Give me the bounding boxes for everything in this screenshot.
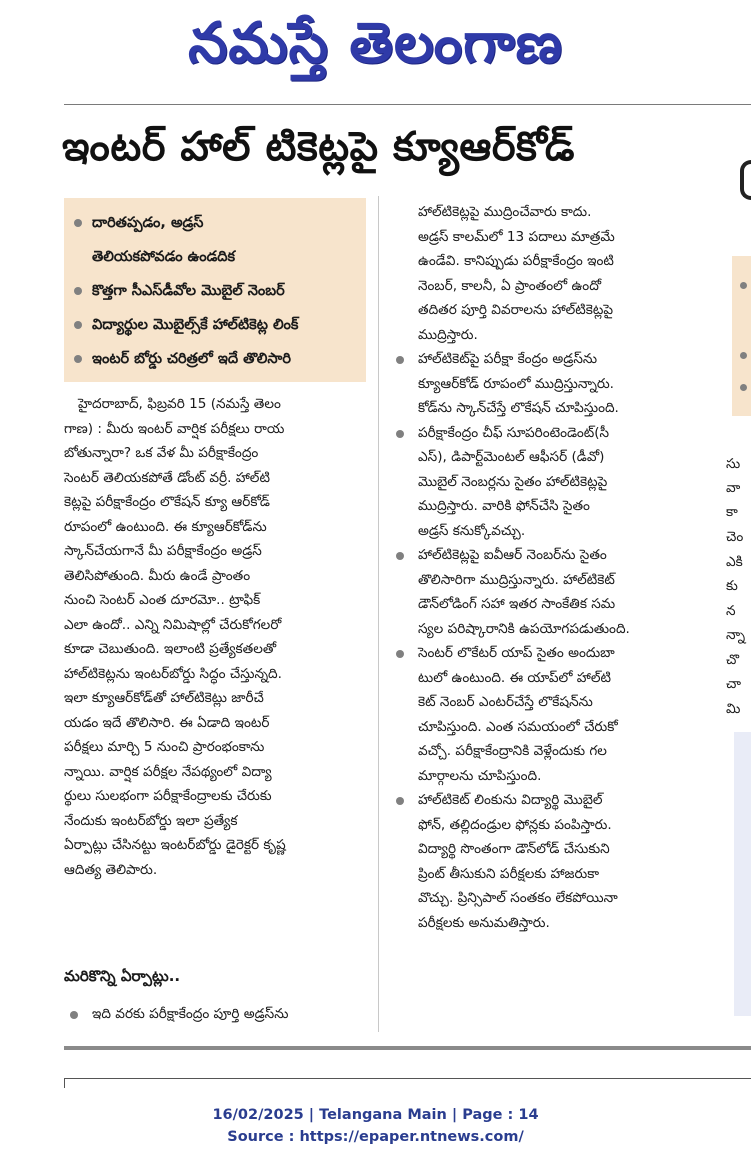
masthead: [0, 0, 751, 100]
bullet-icon: [396, 430, 404, 438]
body-line: [390, 715, 694, 740]
bullet-icon: [74, 287, 82, 295]
body-line: [390, 739, 694, 764]
bullet-icon: [396, 797, 404, 805]
bullet-text: హాల్‌టికెట్లపై ఐవీఆర్ నెంబర్‌ను సైతం: [418, 547, 607, 563]
adjacent-article-clip: [726, 256, 751, 1056]
body-line: [390, 837, 694, 862]
bottom-divider-tick: [64, 1078, 65, 1088]
body-line: [390, 470, 694, 495]
bullet-text: అడ్రస్ కనుక్కోవచ్చు.: [418, 522, 526, 539]
bullet-text: టులో ఉంటుంది. ఈ యాప్‌లో హాల్‌టి: [418, 669, 611, 686]
body-line: కూడా చెబుతుంది. ఇలాంటి ప్రత్యేకతలతో: [64, 641, 277, 657]
bullet-text: కోడ్‌ను స్కాన్‌చేస్తే లొకేషన్ చూపిస్తుంది.: [418, 400, 619, 416]
bullet-icon: [740, 282, 747, 289]
bullet-item: [390, 421, 694, 446]
adjacent-text-fragment: కా: [726, 504, 738, 520]
body-line: [390, 911, 694, 936]
body-line: [390, 568, 694, 593]
bullet-item: [390, 788, 694, 813]
bullet-text: ఫోన్, తల్లిదండ్రుల ఫోన్లకు పంపిస్తారు.: [418, 816, 612, 833]
bullet-text: చూపిస్తుంది. ఎంత సమయంలో చేరుకో: [418, 718, 618, 735]
highlight-item: [70, 274, 360, 308]
bullet-icon: [74, 321, 82, 329]
bullet-text: హాల్‌టికెట్‌పై పరీక్షా కేంద్రం అడ్రస్‌ను: [418, 351, 598, 367]
bullet-text: మొబైల్ నెంబర్లను సైతం హాల్‌టికెట్లపై: [418, 473, 608, 490]
bullet-icon: [74, 219, 82, 227]
body-line: గాణ) : మీరు ఇంటర్ వార్షిక పరీక్షలు రాయ: [64, 420, 285, 437]
body-line: ఏర్పాట్లు చేసినట్టు ఇంటర్‌బోర్డు డైరెక్టర్ కృష్ణ: [64, 837, 286, 853]
body-line: నెంబర్, కాలనీ, ఏ ప్రాంతంలో ఉందో: [418, 277, 602, 294]
adjacent-text-fragment: కు: [726, 578, 738, 594]
body-line: ర్థులు సులభంగా పరీక్షాకేంద్రాలకు చేరుకు: [64, 788, 272, 804]
body-line: బోతున్నారా? ఒక వేళ మీ పరీక్షాకేంద్రం: [64, 445, 259, 461]
bullet-text: తొలిసారిగా ముద్రిస్తున్నారు. హాల్‌టికెట్: [418, 571, 615, 588]
body-line: [390, 690, 694, 715]
body-line: అడ్రస్ కాలమ్‌లో 13 పదాలు మాత్రమే: [418, 228, 615, 245]
highlight-item: [70, 342, 360, 376]
body-line: ఆదిత్య తెలిపారు.: [64, 861, 158, 878]
body-line: [390, 886, 694, 911]
bottom-divider-thick: [64, 1046, 751, 1050]
bullet-item: [390, 641, 694, 666]
body-line: పరీక్షలు మార్చి 5 నుంచి ప్రారంభంకాను: [64, 739, 265, 755]
bullet-text: వొచ్చు. ప్రిన్సిపాల్ సంతకం లేకపోయినా: [418, 890, 618, 906]
body-line: ఉండేవి. కానిప్పుడు పరీక్షాకేంద్రం ఇంటి: [418, 253, 614, 269]
body-line: కెట్లపై పరీక్షాకేంద్రం లొకేషన్ క్యూ ఆర్‌కోడ్: [64, 494, 270, 510]
column-divider: [378, 196, 379, 1032]
highlight-text: దారితప్పడం, అడ్రస్: [92, 215, 204, 231]
bullet-icon: [396, 356, 404, 364]
adjacent-text-fragment: న: [726, 603, 736, 619]
article-body-right: [390, 200, 694, 935]
newspaper-logo: నమస్తే తెలంగాణ: [188, 10, 563, 76]
bullet-text: ముద్రిస్తారు. వారికి ఫోన్‌చేసి సైతం: [418, 498, 590, 514]
body-line: స్కాన్‌చేయగానే మీ పరీక్షాకేంద్రం అడ్రస్: [64, 543, 262, 559]
body-line: హాల్‌టికెట్లను ఇంటర్‌బోర్డు సిద్ధం చేస్తున్నది.: [64, 665, 282, 682]
adjacent-text-fragment: మి: [726, 701, 741, 717]
highlight-text: విద్యార్థుల మొబైల్స్‌కే హాల్‌టికెట్ల లింక్: [92, 317, 299, 333]
body-line: [390, 764, 694, 789]
highlight-text: ఇంటర్ బోర్డు చరిత్రలో ఇదే తొలిసారి: [92, 351, 291, 367]
body-line: [390, 666, 694, 691]
bullet-icon: [396, 650, 404, 658]
article-headline: ఇంటర్ హాల్ టికెట్లపై క్యూఆర్‌కోడ్: [62, 124, 575, 170]
bullet-text: ఎస్), డిపార్ట్‌మెంటల్ ఆఫీసర్ (డీవో): [418, 449, 605, 465]
highlight-text: కొత్తగా సీఎస్‌డీవోల మొబైల్ నెంబర్: [92, 283, 285, 299]
bullet-text: వచ్చో. పరీక్షాకేంద్రానికి వెళ్లేందుకు గల: [418, 743, 607, 759]
bullet-icon: [740, 384, 747, 391]
adjacent-text-fragment: వా: [726, 480, 741, 496]
body-line: యడం ఇదే తొలిసారి. ఈ ఏడాది ఇంటర్: [64, 714, 270, 731]
adjacent-text-fragment: చొ: [726, 652, 740, 668]
adjacent-text-fragment: ఎకి: [726, 554, 743, 570]
bullet-text: ఇది వరకు పరీక్షాకేంద్రం పూర్తి అడ్రస్‌ను: [92, 1006, 289, 1022]
adjacent-text-fragment: చా: [726, 676, 741, 692]
body-line: [390, 396, 694, 421]
body-line: [390, 372, 694, 397]
bullet-icon: [70, 1011, 78, 1019]
article-body-left: [64, 392, 366, 882]
adjacent-info-box: [734, 732, 751, 1016]
body-line: తదితర పూర్తి వివరాలను హాల్‌టికెట్లపై: [418, 302, 614, 318]
bullet-text: విద్యార్థి సొంతంగా డౌన్‌లోడ్ చేసుకుని: [418, 841, 610, 857]
body-line: హాల్‌టికెట్లపై ముద్రించేవారు కాదు.: [418, 204, 592, 220]
bullet-item: [390, 543, 694, 568]
bullet-item: [390, 347, 694, 372]
bullet-text: స్యల పరిష్కారానికి ఉపయోగపడుతుంది.: [418, 620, 630, 637]
top-divider: [64, 104, 751, 105]
page-footer: [0, 1104, 751, 1148]
body-line: సెంటర్ తెలియకపోతే డోంట్ వర్రీ. హాల్‌టి: [64, 469, 270, 486]
bullet-icon: [740, 352, 747, 359]
adjacent-text-fragment: చెం: [726, 529, 744, 545]
body-line: తెలిసిపోతుంది. మీరు ఉండే ప్రాంతం: [64, 567, 251, 584]
body-line: ముద్రిస్తారు.: [418, 326, 478, 343]
article-subhead: మరికొన్ని ఏర్పాట్లు..: [64, 967, 181, 985]
body-line: [390, 445, 694, 470]
adjacent-text-fragment: సు: [726, 456, 741, 472]
body-line: ఎలా ఉందో.. ఎన్ని నిమిషాల్లో చేరుకోగలరో: [64, 616, 282, 633]
body-line: ఇలా క్యూఆర్‌కోడ్‌తో హాల్‌టికెట్లు జారీచే: [64, 690, 264, 706]
body-line: [390, 617, 694, 642]
bullet-text: కెట్ నెంబర్ ఎంటర్‌చేస్తే లొకేషన్‌ను: [418, 694, 593, 710]
bullet-text: సెంటర్ లొకేటర్ యాప్ సైతం అందుబా: [418, 645, 615, 661]
left-bullet-list: [64, 1002, 366, 1027]
body-line: హైదరాబాద్, ఫిబ్రవరి 15 (నమస్తే తెలం: [78, 396, 281, 412]
body-line: [390, 494, 694, 519]
bullet-text: పరీక్షలకు అనుమతిస్తారు.: [418, 914, 550, 931]
highlight-item: [70, 206, 360, 240]
bullet-item: [64, 1002, 366, 1027]
body-line: రూపంలో ఉంటుంది. ఈ క్యూఆర్‌కోడ్‌ను: [64, 518, 267, 535]
adjacent-article-fragment: [740, 160, 751, 200]
adjacent-text-fragment: న్నా: [726, 627, 746, 643]
adjacent-highlight-box: [732, 256, 751, 416]
highlight-item: [70, 308, 360, 342]
body-line: నేందుకు ఇంటర్‌బోర్డు ఇలా ప్రత్యేక: [64, 812, 238, 829]
body-line: [390, 592, 694, 617]
body-line: [390, 813, 694, 838]
highlights-box: [64, 198, 366, 382]
footer-source: Source : https://epaper.ntnews.com/: [227, 1129, 524, 1145]
bullet-text: హాల్‌టికెట్ లింకును విద్యార్థి మొబైల్: [418, 792, 603, 808]
bullet-text: క్యూఆర్‌కోడ్ రూపంలో ముద్రిస్తున్నారు.: [418, 375, 615, 392]
body-line: [390, 519, 694, 544]
body-line: నుంచి సెంటర్ ఎంత దూరమో.. ట్రాఫిక్: [64, 592, 261, 608]
bullet-icon: [396, 552, 404, 560]
bullet-text: పరీక్షాకేంద్రం చీఫ్ సూపరింటెండెంట్(సీ: [418, 424, 610, 441]
highlight-continuation: తెలియకపోవడం ఉండదిక: [92, 249, 236, 265]
bullet-icon: [74, 355, 82, 363]
body-line: న్నాయి. వార్షిక పరీక్షల నేపథ్యంలో విద్యా: [64, 763, 272, 780]
bullet-text: మార్గాలను చూపిస్తుంది.: [418, 767, 542, 784]
footer-edition-info: 16/02/2025 | Telangana Main | Page : 14: [212, 1107, 539, 1123]
bullet-text: ప్రింట్ తీసుకుని పరీక్షలకు హాజరుకా: [418, 865, 600, 882]
bottom-divider-thin: [64, 1078, 751, 1079]
bullet-text: డౌన్‌లోడింగ్ సహా ఇతర సాంకేతిక సమ: [418, 596, 616, 612]
body-line: [390, 862, 694, 887]
